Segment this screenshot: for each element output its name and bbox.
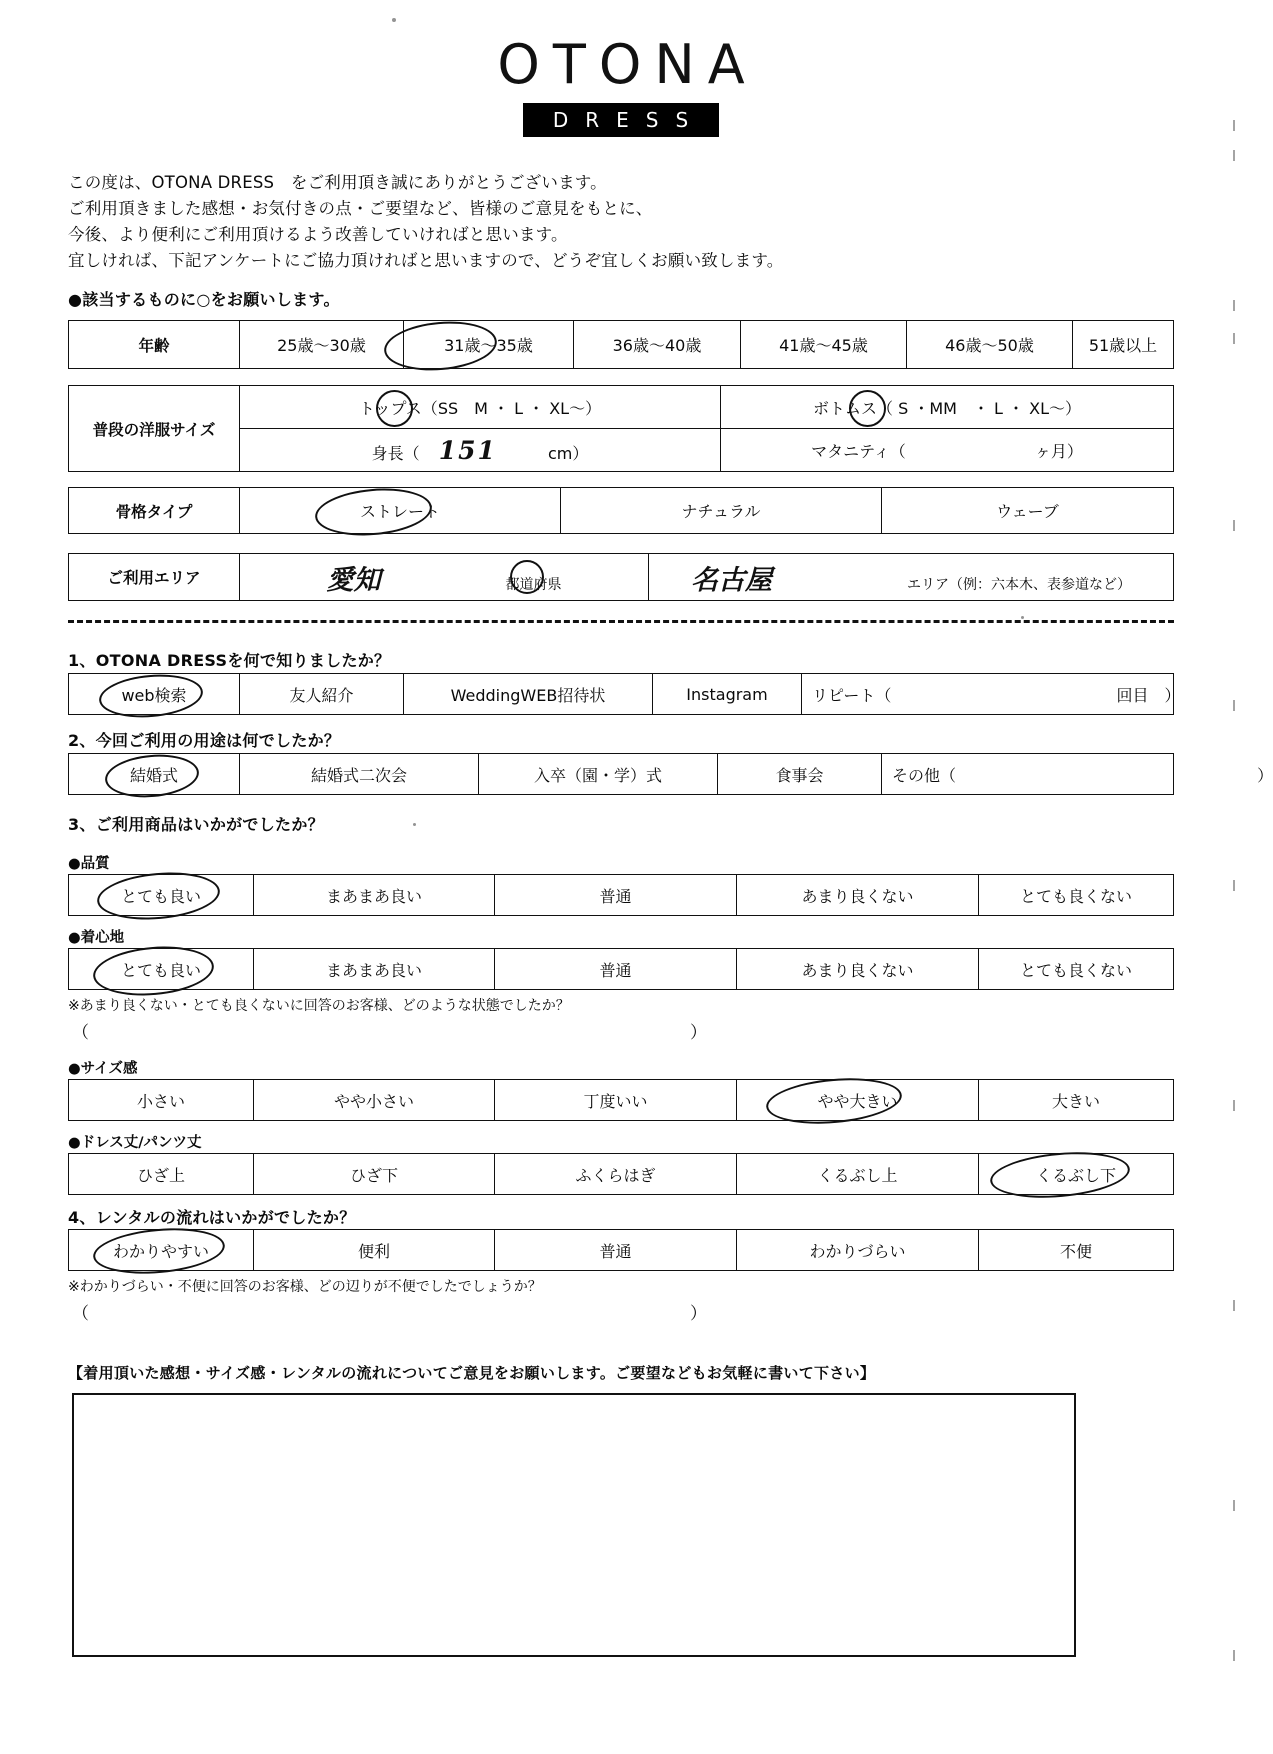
q3-comfort-table [68, 948, 1174, 990]
q4-note: ※わかりづらい・不便に回答のお客様、どの辺りが不便でしたでしょうか？ [68, 1279, 542, 1295]
q4-answer-open: （ [72, 1304, 89, 1324]
q3-size-option-just-right[interactable]: 丁度いい [495, 1080, 737, 1121]
city-area-cell[interactable] [649, 554, 1174, 601]
age-option-41-45[interactable]: 41歳～45歳 [741, 321, 907, 369]
q1-option-web-search[interactable]: web検索 [69, 674, 240, 715]
q1-table [68, 673, 1181, 715]
q3-quality-label: ●品質 [68, 856, 110, 872]
prefecture-suffix-label: 都道府県 [505, 576, 562, 593]
area-hint-label: エリア（例：六本木、表参道など） [907, 576, 1132, 593]
maternity-cell[interactable] [721, 429, 1174, 472]
age-option-46-50[interactable]: 46歳～50歳 [907, 321, 1073, 369]
instruction-text: ●該当するものに○をお願いします。 [68, 290, 340, 309]
age-option-25-30[interactable]: 25歳～30歳 [240, 321, 404, 369]
q3-length-label: ●ドレス丈/パンツ丈 [68, 1135, 202, 1151]
q2-option-school-ceremony[interactable]: 入卒（園・学）式 [479, 754, 718, 795]
q3-length-option-below-ankle[interactable]: くるぶし下 [979, 1154, 1174, 1195]
q3-quality-option-very-bad[interactable]: とても良くない [979, 875, 1174, 916]
area-row-label: ご利用エリア [69, 554, 240, 601]
q3-comfort-option-normal[interactable]: 普通 [495, 949, 737, 990]
bone-type-option-straight[interactable]: ストレート [240, 488, 561, 534]
scan-speck [413, 823, 416, 826]
q1-repeat-value [896, 686, 1116, 705]
table-row [69, 488, 1174, 534]
q3-comfort-answer-close: ） [690, 1023, 707, 1043]
bottoms-prefix-label: ボトムス（ S ・ [812, 398, 930, 418]
q2-option-after-party[interactable]: 結婚式二次会 [240, 754, 479, 795]
q3-comfort-note: ※あまり良くない・とても良くないに回答のお客様、どのような状態でしたか？ [68, 998, 570, 1014]
table-row [69, 321, 1174, 369]
q3-length-option-above-ankle[interactable]: くるぶし上 [737, 1154, 979, 1195]
logo-dress-banner: DRESS [523, 103, 719, 137]
q1-repeat-suffix: 回目 ） [1116, 685, 1181, 705]
clothing-size-row-label: 普段の洋服サイズ [69, 386, 240, 472]
q3-length-table [68, 1153, 1174, 1195]
q4-option-convenient[interactable]: 便利 [254, 1230, 495, 1271]
q3-quality-option-normal[interactable]: 普通 [495, 875, 737, 916]
free-comment-value [74, 1395, 1074, 1415]
q3-quality-option-very-good[interactable]: とても良い [69, 875, 254, 916]
q1-repeat-label: リピート（ [812, 685, 892, 705]
q2-other-suffix: ） [1257, 765, 1273, 785]
age-option-31-35[interactable]: 31歳～35歳 [404, 321, 574, 369]
q3-quality-table [68, 874, 1174, 916]
height-label: 身長（ [371, 443, 420, 463]
free-comment-box[interactable] [72, 1393, 1076, 1657]
section-divider [68, 620, 1174, 623]
age-row-label: 年齢 [69, 321, 240, 369]
scan-speck [1021, 616, 1024, 619]
maternity-unit-label: ヶ月） [1034, 441, 1083, 461]
q2-title: 2、今回ご利用の用途は何でしたか？ [68, 731, 341, 750]
q4-option-inconvenient[interactable]: 不便 [979, 1230, 1174, 1271]
bone-type-option-wave[interactable]: ウェーブ [882, 488, 1174, 534]
height-cell[interactable] [240, 429, 721, 472]
q2-option-other[interactable] [882, 754, 1273, 795]
q4-answer-value[interactable] [100, 1299, 680, 1321]
q2-other-label: その他（ [892, 765, 957, 785]
q3-length-option-calf[interactable]: ふくらはぎ [495, 1154, 737, 1195]
table-row [69, 949, 1174, 990]
intro-line: 宜しければ、下記アンケートにご協力頂ければと思いますので、どうぞ宜しくお願い致します。 [68, 251, 784, 270]
q1-option-wedding-web[interactable]: WeddingWEB招待状 [404, 674, 653, 715]
table-row [69, 554, 1174, 601]
logo-otona-text: OTONA [497, 33, 758, 96]
maternity-handwritten-value [911, 442, 1035, 461]
q2-option-wedding[interactable]: 結婚式 [69, 754, 240, 795]
height-handwritten-value: 151 [438, 435, 497, 465]
maternity-label: マタニティ（ [811, 441, 906, 461]
q3-size-option-large[interactable]: 大きい [979, 1080, 1174, 1121]
q3-comfort-option-very-bad[interactable]: とても良くない [979, 949, 1174, 990]
intro-line: この度は、OTONA DRESS をご利用頂き誠にありがとうございます。 [68, 173, 607, 192]
intro-line: ご利用頂きました感想・お気付きの点・ご要望など、皆様のご意見をもとに、 [68, 199, 653, 218]
table-row [69, 386, 1174, 429]
q3-comfort-label: ●着心地 [68, 930, 125, 946]
q3-length-option-above-knee[interactable]: ひざ上 [69, 1154, 254, 1195]
intro-line: 今後、より便利にご利用頂けるよう改善していければと思います。 [68, 225, 568, 244]
q1-option-repeat[interactable] [802, 674, 1181, 715]
table-row [69, 875, 1174, 916]
bottoms-selected-value: M [929, 398, 944, 418]
bone-type-table [68, 487, 1174, 534]
q3-quality-option-not-very-good[interactable]: あまり良くない [737, 875, 979, 916]
q3-title: 3、ご利用商品はいかがでしたか？ [68, 815, 324, 834]
prefecture-cell[interactable] [240, 554, 649, 601]
brand-logo [0, 33, 1242, 137]
bottoms-size-cell[interactable] [721, 386, 1174, 429]
q3-comfort-option-fairly-good[interactable]: まあまあ良い [254, 949, 495, 990]
q4-option-hard-to-understand[interactable]: わかりづらい [737, 1230, 979, 1271]
bottoms-options-label: M ・ L ・ XL～） [943, 398, 1081, 418]
bone-type-option-natural[interactable]: ナチュラル [561, 488, 882, 534]
prefecture-handwritten-value: 愛知 [326, 564, 381, 596]
age-table [68, 320, 1174, 369]
q4-title: 4、レンタルの流れはいかがでしたか？ [68, 1208, 356, 1227]
table-row [69, 1154, 1174, 1195]
scan-edge-marks [1227, 0, 1239, 1754]
free-comment-title: 【着用頂いた感想・サイズ感・レンタルの流れについてご意見をお願いします。ご要望などもお気軽に書いて下さい】 [68, 1364, 876, 1382]
table-row [69, 754, 1174, 795]
q1-option-friend-referral[interactable]: 友人紹介 [240, 674, 404, 715]
intro-paragraph [68, 170, 783, 274]
q4-option-easy-to-understand[interactable]: わかりやすい [69, 1230, 254, 1271]
age-option-51-plus[interactable]: 51歳以上 [1073, 321, 1174, 369]
clothing-size-table [68, 385, 1174, 472]
q3-comfort-answer-open: （ [72, 1023, 89, 1043]
q3-length-option-below-knee[interactable]: ひざ下 [254, 1154, 495, 1195]
bone-type-row-label: 骨格タイプ [69, 488, 240, 534]
table-row [69, 1080, 1174, 1121]
q3-size-option-slightly-large[interactable]: やや大きい [737, 1080, 979, 1121]
q3-size-feel-label: ●サイズ感 [68, 1061, 138, 1077]
q3-comfort-option-not-very-good[interactable]: あまり良くない [737, 949, 979, 990]
q3-comfort-answer-value[interactable] [100, 1018, 680, 1040]
q3-quality-option-fairly-good[interactable]: まあまあ良い [254, 875, 495, 916]
q4-table [68, 1229, 1174, 1271]
q3-comfort-option-very-good[interactable]: とても良い [69, 949, 254, 990]
q3-size-option-small[interactable]: 小さい [69, 1080, 254, 1121]
q1-option-instagram[interactable]: Instagram [653, 674, 802, 715]
tops-size-cell[interactable] [240, 386, 721, 429]
tops-options-label: S M ・ L ・ XL～） [447, 398, 602, 418]
q2-other-value [961, 766, 1257, 785]
q3-size-option-slightly-small[interactable]: やや小さい [254, 1080, 495, 1121]
q1-title: 1、OTONA DRESSを何で知りましたか？ [68, 651, 391, 670]
scan-speck [392, 18, 396, 22]
city-handwritten-value: 名古屋 [690, 564, 772, 596]
q3-size-feel-table [68, 1079, 1174, 1121]
q2-table [68, 753, 1273, 795]
tops-selected-value: S [437, 398, 448, 418]
age-option-36-40[interactable]: 36歳～40歳 [574, 321, 741, 369]
table-row [69, 1230, 1174, 1271]
height-unit-label: cm） [548, 443, 589, 463]
q4-answer-close: ） [690, 1304, 707, 1324]
tops-prefix-label: トップス（ [358, 398, 438, 418]
area-table [68, 553, 1174, 601]
q4-option-normal[interactable]: 普通 [495, 1230, 737, 1271]
q2-option-dinner[interactable]: 食事会 [718, 754, 882, 795]
table-row [69, 674, 1174, 715]
